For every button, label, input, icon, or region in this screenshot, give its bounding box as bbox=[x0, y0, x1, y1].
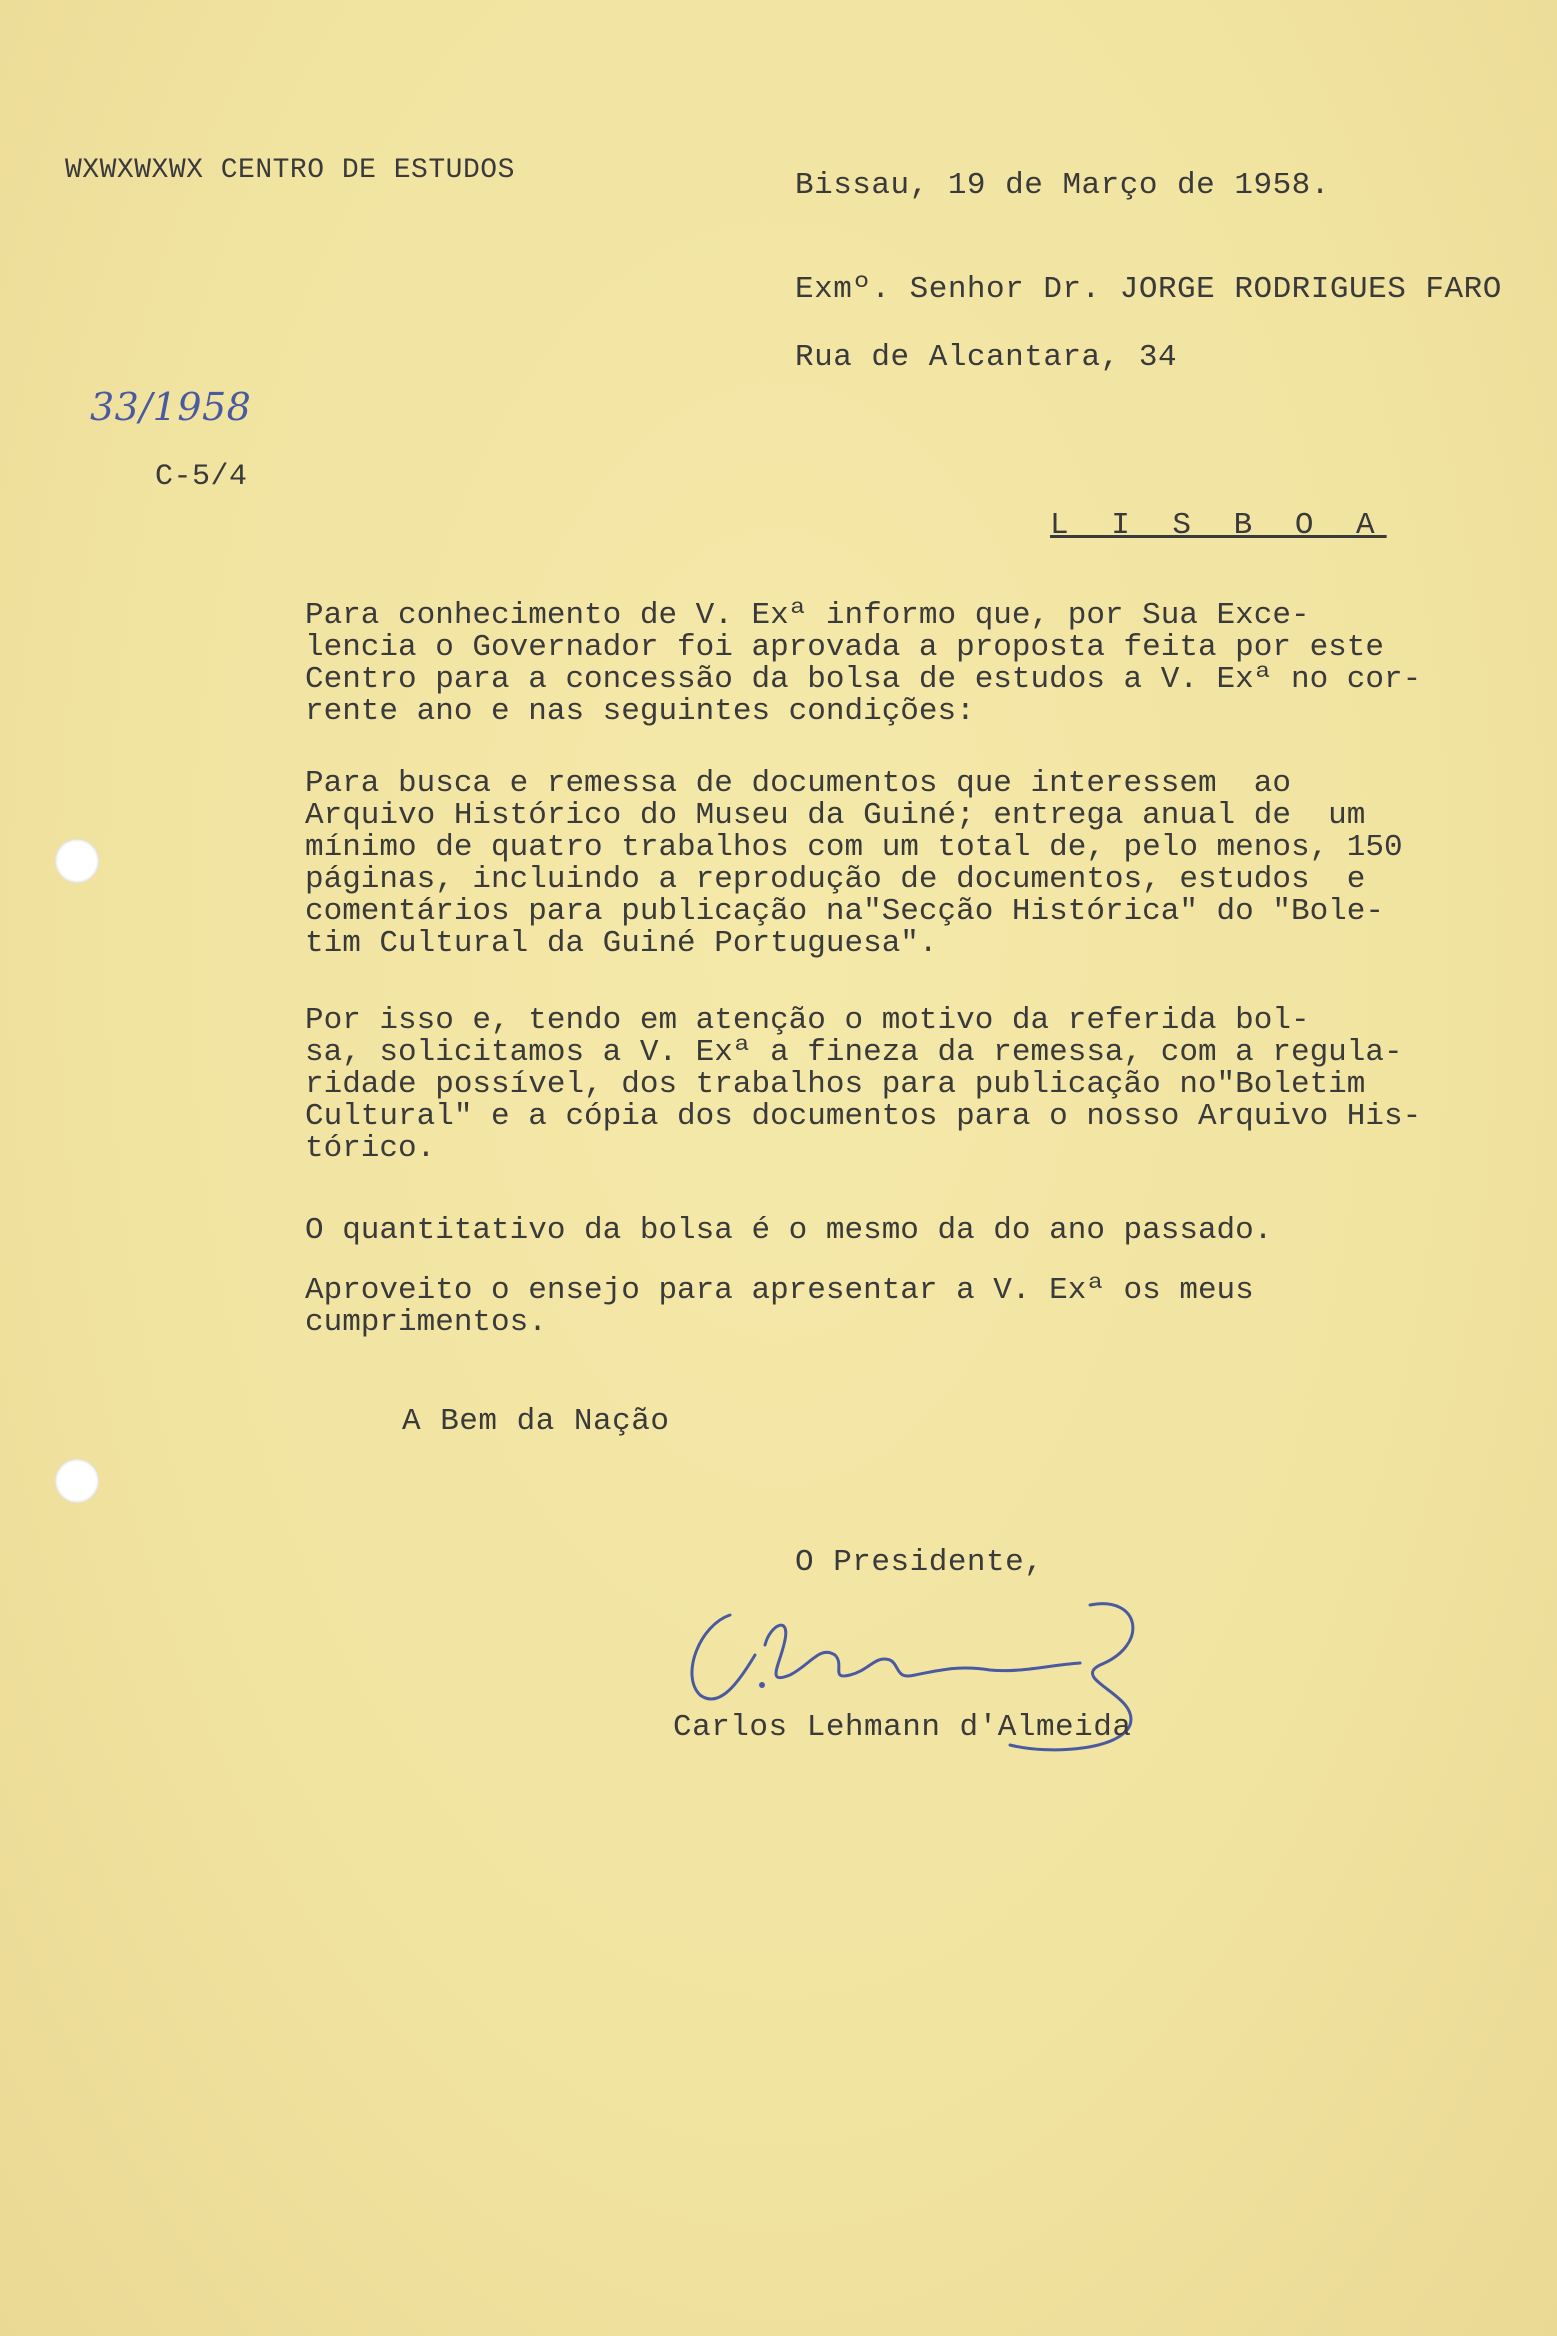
punch-hole bbox=[55, 839, 99, 883]
body-paragraph-4: O quantitativo da bolsa é o mesmo da do ano passado. bbox=[305, 1213, 1273, 1248]
signatory-title: O Presidente, bbox=[795, 1545, 1044, 1580]
punch-hole bbox=[55, 1459, 99, 1503]
body-paragraph-3: Por isso e, tendo em atenção o motivo da referida bol- sa, solicitamos a V. Exª a fineza da remessa, com a regula- ridade possível, dos trabalhos para publicação no"Boletim Cultural" e a cópia dos documentos para o nosso Arquivo His- tórico. bbox=[305, 1003, 1422, 1166]
reference-number: 33/1958 bbox=[90, 385, 252, 429]
letter-date: Bissau, 19 de Março de 1958. bbox=[795, 168, 1330, 203]
body-paragraph-5: Aproveito o ensejo para apresentar a V. Exª os meus cumprimentos. bbox=[305, 1273, 1254, 1340]
body-paragraph-1: Para conhecimento de V. Exª informo que, por Sua Exce- lencia o Governador foi aprovada a proposta feita por este Centro para a concessão da bolsa de estudos a V. Exª no cor- rente ano e nas seguintes condições: bbox=[305, 598, 1422, 729]
recipient-city: L I S B O A bbox=[1050, 508, 1387, 543]
body-paragraph-2: Para busca e remessa de documentos que interessem ao Arquivo Histórico do Museu da Guiné; entrega anual de um mínimo de quatro trabalhos com um total de, pelo menos, 150 páginas, incluindo a reprodução de documentos, estudos e comentários para publicação na"Secção Histórica" do "Bole- tim Cultural da Guiné Portuguesa". bbox=[305, 766, 1403, 961]
recipient-street: Rua de Alcantara, 34 bbox=[795, 340, 1178, 375]
reference-code: C-5/4 bbox=[155, 460, 248, 494]
closing-salutation: A Bem da Nação bbox=[402, 1404, 670, 1439]
letterhead-org: WXWXWXWX CENTRO DE ESTUDOS bbox=[65, 155, 515, 186]
signatory-name: Carlos Lehmann d'Almeida bbox=[673, 1710, 1132, 1745]
recipient-name: Exmº. Senhor Dr. JORGE RODRIGUES FARO bbox=[795, 272, 1502, 307]
